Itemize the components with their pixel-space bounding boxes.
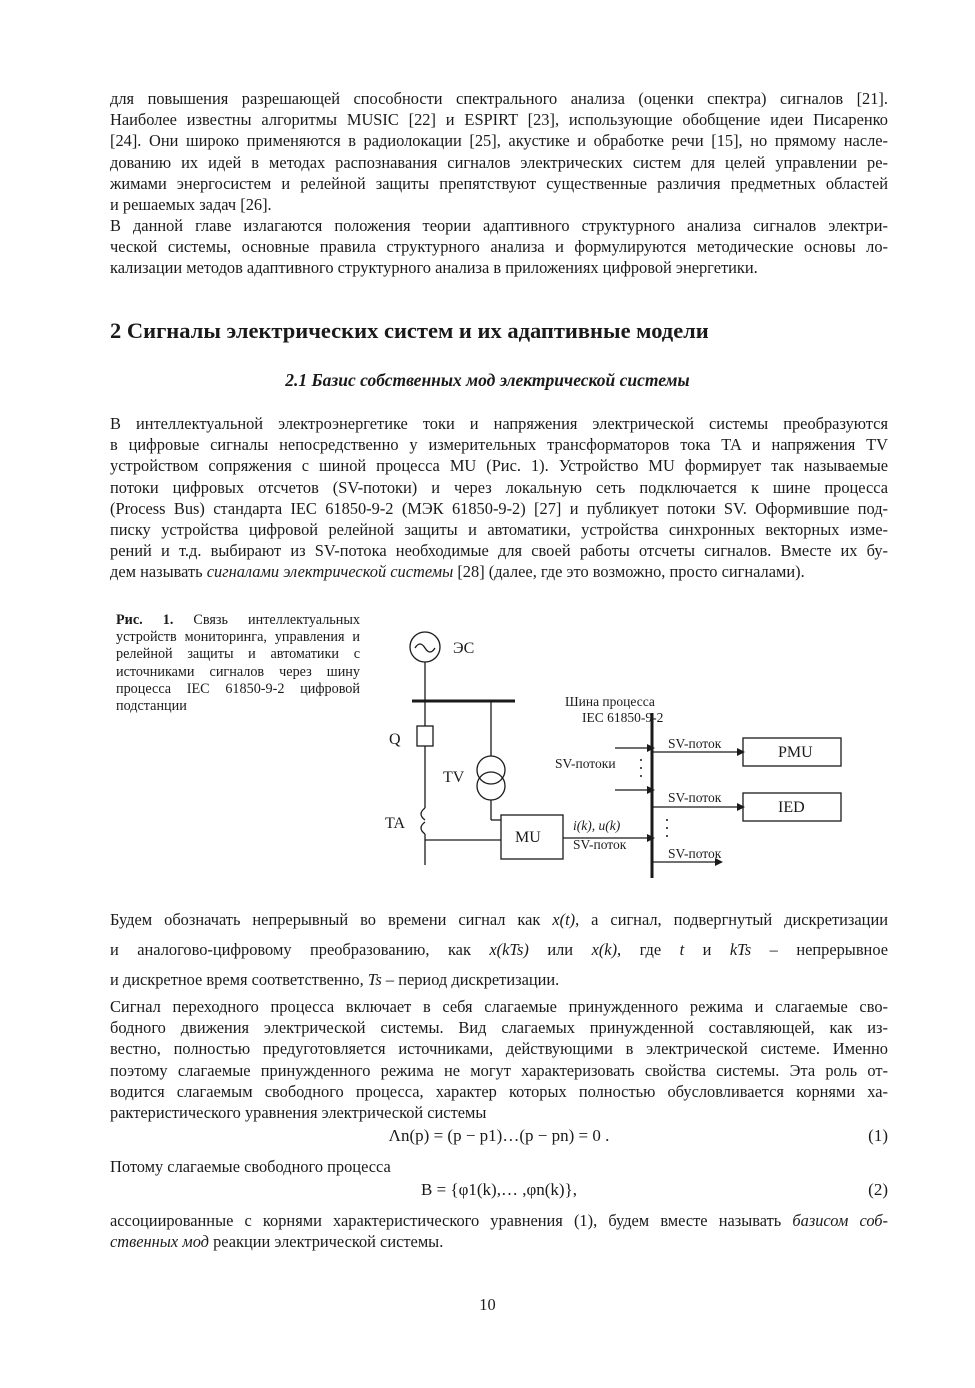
intro-paragraph — [110, 215, 888, 279]
chapter-heading: 2 Сигналы электрических систем и их адаптивные модели — [110, 318, 709, 343]
sine-icon — [415, 644, 435, 652]
label-sv-in: SV-потоки — [555, 756, 616, 771]
text-line: В интеллектуальной электроэнергетике токи и напряжения электрической системы преобразуются — [110, 414, 888, 433]
label-sv-mu: SV-поток — [573, 837, 627, 852]
caption-text: Связь интеллектуальных устройств мониторинга, управления и релейной защиты и автоматики с источниками сигналов через шину процесса IEC 61850-9-2 цифровой подстанции — [116, 612, 360, 715]
equation-2-body: B = {φ1(k),… ,φn(k)}, — [420, 1180, 577, 1199]
text-span: , а сигнал, подвергнутый дискретизации — [575, 910, 888, 929]
figure-caption — [116, 612, 360, 715]
notation-paragraph — [110, 905, 888, 995]
text-line: рактеристического уравнения электрической системы — [110, 1103, 487, 1123]
label-ied: IED — [778, 799, 805, 816]
label-source: ЭС — [453, 640, 475, 657]
label-mu: MU — [515, 829, 541, 846]
italic-term: базисом соб- — [792, 1211, 889, 1230]
text-line: и решаемых задач [26]. — [110, 195, 272, 215]
text-line — [110, 561, 888, 582]
text-line: Потому слагаемые свободного процесса — [110, 1157, 391, 1176]
text-span: или — [528, 940, 592, 959]
math-t: t — [679, 940, 685, 959]
equation-1-number: (1) — [868, 1126, 888, 1145]
italic-term: ственных мод — [110, 1232, 209, 1252]
caption-label: Рис. 1. — [116, 612, 174, 628]
text-line: бодного движения электрической системы. Вид слагаемых принужденной составляющей, как из- — [110, 1018, 888, 1038]
equation-2 — [110, 1180, 888, 1206]
text-line: в цифровые сигналы непосредственно у измерительных трансформаторов тока TA и напряжения TV — [110, 435, 888, 455]
math-x-kts: x(kTs) — [489, 940, 529, 959]
text-span: – период дискретизации. — [381, 970, 560, 989]
text-span: и — [684, 940, 730, 959]
text-line: Наиболее известны алгоритмы MUSIC [22] и ESPIRT [23], использующие обобщение идеи Писаренко — [110, 110, 888, 130]
page-number: 10 — [479, 1295, 496, 1314]
text-line — [110, 215, 888, 236]
text-line — [110, 935, 888, 965]
text-span: реакции электрической системы. — [208, 1232, 444, 1252]
text-span: [28] (далее, где это возможно, просто сигналами). — [453, 562, 805, 582]
text-line: Сигнал переходного процесса включает в себя слагаемые принужденного режима и слагаемые сво- — [110, 997, 888, 1016]
vt-winding-top — [477, 756, 505, 784]
text-line: потоки цифровых отсчетов (SV-потоки) и через локальную сеть подключается к шине процесса — [110, 477, 888, 497]
vt-winding-bottom — [477, 772, 505, 800]
label-bus-standard: IEC 61850-9-2 — [582, 710, 664, 725]
text-span: и аналогово-цифровому преобразованию, как — [110, 940, 490, 959]
label-sv-pmu: SV-поток — [668, 736, 722, 751]
math-x-k: x(k) — [591, 940, 618, 959]
italic-term: сигналами электрической системы — [206, 562, 454, 582]
equation-1-body: Λn(p) = (p − p1)…(p − pn) = 0 . — [388, 1126, 610, 1145]
label-pmu: PMU — [778, 744, 813, 761]
math-ts: Ts — [367, 970, 382, 989]
closing-paragraph — [110, 1210, 888, 1252]
section-paragraph — [110, 413, 888, 583]
text-line: вестно, полностью предуготовляется источниками, действующими в электрической системе. Именно — [110, 1039, 888, 1059]
text-line: [24]. Они широко применяются в радиолокации [25], акустике и обработке речи [15], но прямому насле- — [110, 131, 888, 151]
text-line: рений и т.д. выбирают из SV-потока необходимые для своей работы отсчеты сигналов. Вместе их бу- — [110, 541, 888, 561]
label-bus-title: Шина процесса — [565, 694, 655, 709]
text-span: , где — [617, 940, 680, 959]
text-span: ассоциированные с корнями характеристического уравнения (1), будем вместе называть — [110, 1211, 793, 1230]
section-heading: 2.1 Базис собственных мод электрической системы — [285, 370, 690, 390]
label-signals: i(k), u(k) — [573, 818, 621, 833]
text-span: Будем обозначать непрерывный во времени сигнал как — [110, 910, 553, 929]
math-x-t: x(t) — [552, 910, 576, 929]
equation-2-number: (2) — [868, 1180, 888, 1199]
text-line: устройством сопряжения с шиной процесса MU (Рис. 1). Устройство MU формирует так называемые — [110, 456, 888, 476]
text-line: писку устройства цифровой релейной защиты и автоматики, устройства синхронных векторных изме- — [110, 520, 888, 540]
ct-coil — [421, 808, 425, 820]
math-kts: kTs — [729, 940, 752, 959]
top-paragraph — [110, 88, 888, 215]
transient-paragraph — [110, 996, 888, 1123]
equation-1 — [110, 1126, 888, 1152]
text-span: – непрерывное — [751, 940, 888, 959]
text-span: В данной главе излагаются положения теории адаптивного структурного анализа сигналов электри- — [110, 216, 888, 235]
text-line: ческой системы, основные правила структурного анализа и формулируются методические основы ло- — [110, 237, 888, 257]
label-ta: TA — [385, 815, 406, 832]
text-line: дованию их идей в методах распознавания сигналов электрических систем для целей управлении ре- — [110, 152, 888, 172]
text-line — [110, 1231, 888, 1252]
text-line — [110, 965, 888, 995]
text-span: и дискретное время соответственно, — [110, 970, 368, 989]
text-line: поэтому слагаемые принужденного режима не могут характеризовать свойства системы. Эта роль от- — [110, 1060, 888, 1080]
text-line: для повышения разрешающей способности спектрального анализа (оценки спектра) сигналов [21]. — [110, 89, 888, 108]
text-line: кализации методов адаптивного структурного анализа в приложениях цифровой энергетики. — [110, 258, 758, 278]
label-sv-bottom: SV-поток — [668, 846, 722, 861]
text-line — [110, 1210, 888, 1231]
text-span: дем называть — [110, 562, 207, 582]
arrowhead — [737, 748, 745, 756]
text-line: (Process Bus) стандарта IEC 61850-9-2 (МЭК 61850-9-2) [27] и публикует потоки SV. Оформившие под- — [110, 498, 888, 518]
breaker-symbol — [417, 726, 433, 746]
label-sv-ied: SV-поток — [668, 790, 722, 805]
label-tv: TV — [443, 769, 465, 786]
ct-coil — [421, 822, 425, 834]
text-line: водится слагаемым свободного процесса, характер которых полностью обусловливается корнями ха- — [110, 1081, 888, 1101]
text-line — [110, 905, 888, 935]
label-breaker: Q — [389, 731, 401, 748]
text-line: жимами энергосистем и релейной защиты препятствуют существенные различия предметных областей — [110, 173, 888, 193]
free-process-line — [110, 1156, 888, 1177]
figure-diagram — [375, 620, 875, 890]
arrowhead — [737, 803, 745, 811]
